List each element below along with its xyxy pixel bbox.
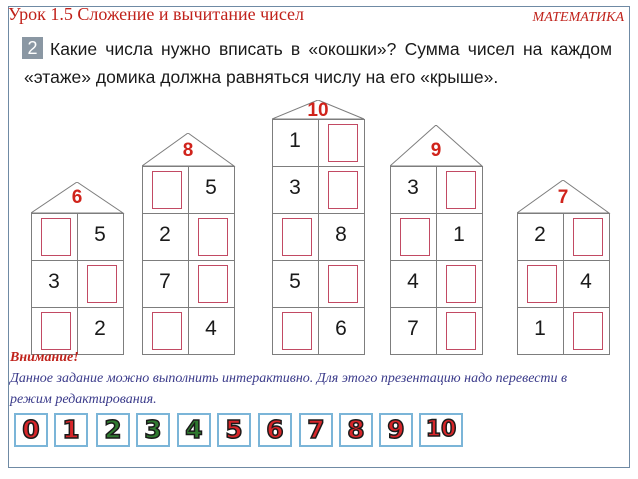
floor-number: 7 — [159, 270, 171, 293]
answer-box[interactable] — [573, 312, 603, 350]
roof-number: 9 — [430, 140, 442, 161]
roof-number: 6 — [71, 187, 83, 208]
number-tile-0[interactable]: 0 — [14, 413, 48, 447]
floor-number: 1 — [289, 129, 301, 152]
floor-number: 4 — [580, 270, 592, 293]
floor-number: 3 — [289, 176, 301, 199]
number-tile-4[interactable]: 4 — [177, 413, 211, 447]
number-tile-5[interactable]: 5 — [217, 413, 251, 447]
answer-box[interactable] — [41, 312, 71, 350]
roof-number: 8 — [182, 140, 194, 161]
number-tile-7[interactable]: 7 — [299, 413, 333, 447]
floor-number: 2 — [159, 223, 171, 246]
answer-box[interactable] — [282, 312, 312, 350]
subject-label: МАТЕМАТИКА — [532, 10, 624, 25]
answer-box[interactable] — [446, 171, 476, 209]
answer-box[interactable] — [446, 312, 476, 350]
house-2 — [142, 133, 234, 354]
answer-box[interactable] — [41, 218, 71, 256]
house-3 — [272, 100, 364, 354]
answer-box[interactable] — [152, 171, 182, 209]
answer-box[interactable] — [282, 218, 312, 256]
floor-number: 1 — [534, 317, 546, 340]
task-number-badge: 2 — [22, 37, 43, 59]
house-5 — [517, 180, 609, 354]
floor-number: 4 — [205, 317, 217, 340]
floor-number: 6 — [335, 317, 347, 340]
floor-number: 7 — [407, 317, 419, 340]
floor-number: 5 — [94, 223, 106, 246]
floor-number: 4 — [407, 270, 419, 293]
number-tile-3[interactable]: 3 — [136, 413, 170, 447]
answer-box[interactable] — [87, 265, 117, 303]
floor-number: 8 — [335, 223, 347, 246]
floor-number: 5 — [289, 270, 301, 293]
answer-box[interactable] — [400, 218, 430, 256]
floor-number: 3 — [407, 176, 419, 199]
answer-box[interactable] — [573, 218, 603, 256]
number-tile-9[interactable]: 9 — [379, 413, 413, 447]
note-text: Данное задание можно выполнить интерактивно. Для этого презентацию надо перевести в режим редактирования. — [10, 371, 568, 407]
answer-box[interactable] — [446, 265, 476, 303]
floor-number: 5 — [205, 176, 217, 199]
answer-box[interactable] — [328, 265, 358, 303]
answer-box[interactable] — [198, 218, 228, 256]
lesson-title: Урок 1.5 Сложение и вычитание чисел — [8, 4, 304, 24]
number-tile-2[interactable]: 2 — [96, 413, 130, 447]
number-tile-10[interactable]: 10 — [419, 413, 463, 447]
house-1 — [31, 182, 123, 354]
roof-number: 7 — [557, 187, 569, 208]
number-tile-8[interactable]: 8 — [339, 413, 373, 447]
answer-box[interactable] — [527, 265, 557, 303]
floor-number: 1 — [453, 223, 465, 246]
floor-number: 2 — [94, 317, 106, 340]
house-4 — [390, 125, 482, 354]
note-title: Внимание! — [10, 350, 79, 365]
task-text: Какие числа нужно вписать в «окошки»? Сумма чисел на каждом «этаже» домика должна равняться числу на его «крыше». — [24, 39, 612, 87]
answer-box[interactable] — [152, 312, 182, 350]
answer-box[interactable] — [198, 265, 228, 303]
number-tile-1[interactable]: 1 — [54, 413, 88, 447]
floor-number: 3 — [48, 270, 60, 293]
number-tile-6[interactable]: 6 — [258, 413, 292, 447]
floor-number: 2 — [534, 223, 546, 246]
answer-box[interactable] — [328, 171, 358, 209]
answer-box[interactable] — [328, 124, 358, 162]
roof-number: 10 — [307, 100, 329, 121]
